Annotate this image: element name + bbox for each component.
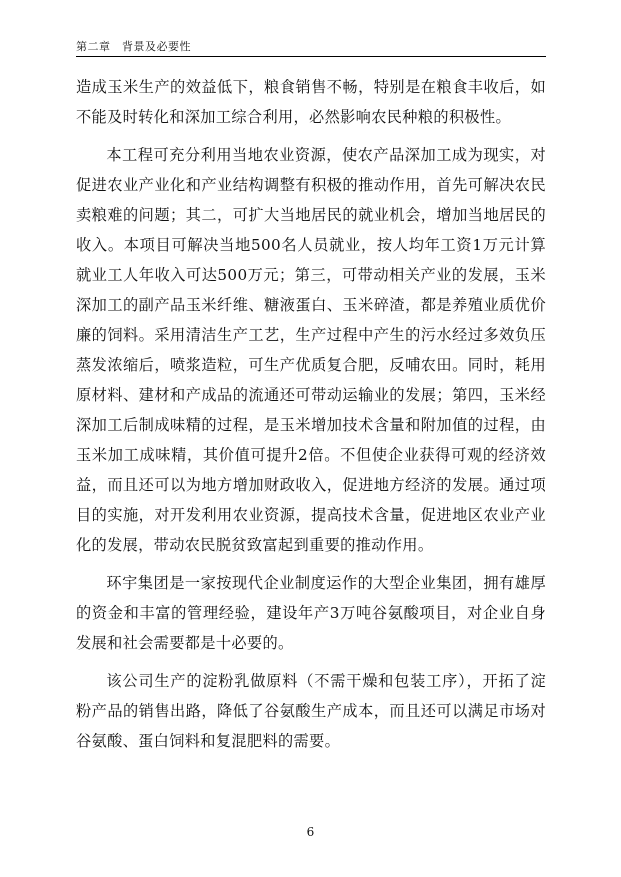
paragraph-continuation: 造成玉米生产的效益低下，粮食销售不畅，特别是在粮食丰收后，如不能及时转化和深加工综合利用，必然影响农民种粮的积极性。 <box>76 78 546 126</box>
header-rule <box>76 56 546 57</box>
paragraph: 环宇集团是一家按现代企业制度运作的大型企业集团，拥有雄厚的资金和丰富的管理经验，建设年产3万吨谷氨酸项目，对企业自身发展和社会需要都是十必要的。 <box>76 574 546 652</box>
running-header: 第二章 背景及必要性 <box>76 40 191 53</box>
paragraph: 该公司生产的淀粉乳做原料（不需干燥和包装工序），开拓了淀粉产品的销售出路，降低了谷氨酸生产成本，而且还可以满足市场对谷氨酸、蛋白饲料和复混肥料的需要。 <box>76 672 546 750</box>
paragraph: 本工程可充分利用当地农业资源，使农产品深加工成为现实，对促进农业产业化和产业结构调整有积极的推动作用，首先可解决农民卖粮难的问题；其二，可扩大当地居民的就业机会，增加当地居民的收入。本项目可解决当地500名人员就业，按人均年工资1万元计算就业工人年收入可达500万元；第三，可带动相关产业的发展，玉米深加工的副产品玉米纤维、糖液蛋白、玉米碎渣，都是养殖业质优价廉的饲料。采用清洁生产工艺，生产过程中产生的污水经过多效负压蒸发浓缩后，喷浆造粒，可生产优质复合肥，反哺农田。同时，耗用原材料、建材和产成品的流通还可带动运输业的发展；第四，玉米经深加工后制成味精的过程，是玉米增加技术含量和附加值的过程，由玉米加工成味精，其价值可提升2倍。不但使企业获得可观的经济效益，而且还可以为地方增加财政收入，促进地方经济的发展。通过项目的实施，对开发利用农业资源，提高技术含量，促进地区农业产业化的发展，带动农民脱贫致富起到重要的推动作用。 <box>76 146 546 554</box>
page-number: 6 <box>306 825 315 839</box>
body-text <box>76 72 546 764</box>
